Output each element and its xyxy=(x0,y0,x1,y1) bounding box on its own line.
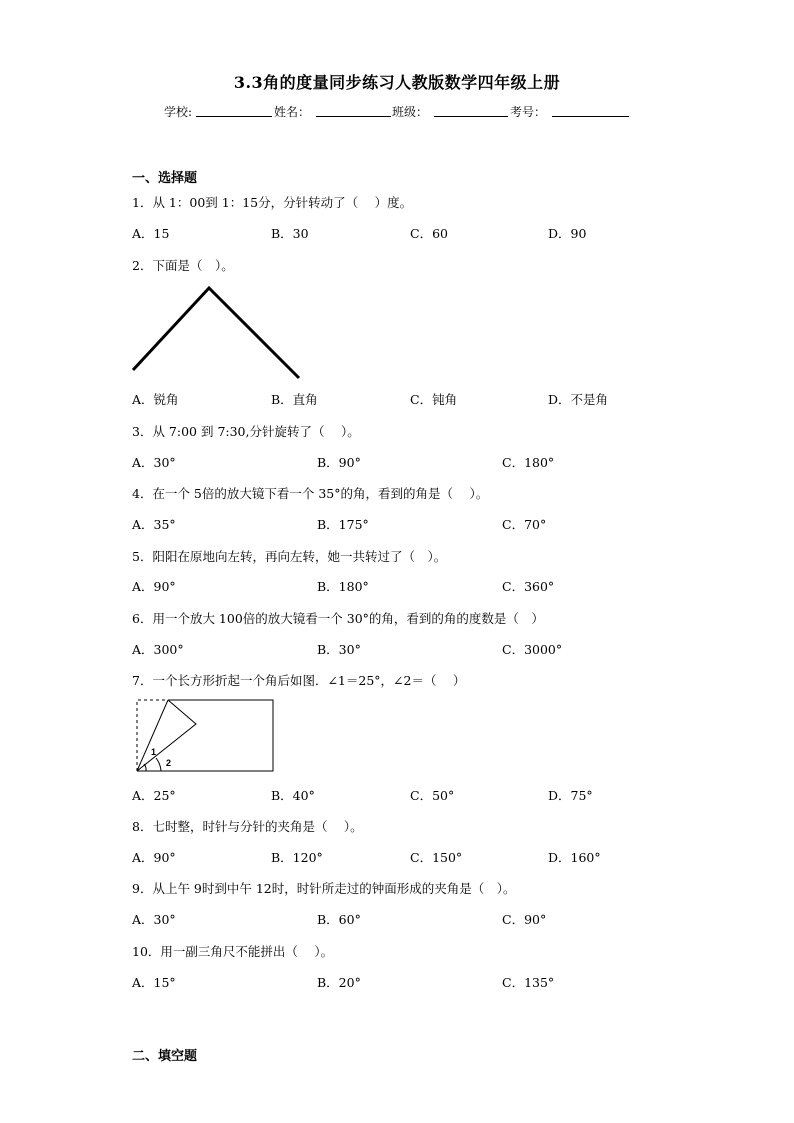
exam-no-label: 考号： xyxy=(510,105,547,119)
option-c[interactable]: C．3000° xyxy=(502,642,563,657)
option-c[interactable]: C．135° xyxy=(502,975,555,990)
option-d[interactable]: D．160° xyxy=(548,850,601,865)
section-heading-choice: 一、选择题 xyxy=(132,171,198,186)
angle-figure xyxy=(128,282,308,382)
question-stem: 6．用一个放大 100倍的放大镜看一个 30°的角，看到的角的度数是（ ） xyxy=(132,611,544,626)
class-label: 班级： xyxy=(392,105,429,119)
name-label: 姓名： xyxy=(274,105,311,119)
option-c[interactable]: C．150° xyxy=(410,850,463,865)
option-a[interactable]: A．90° xyxy=(132,579,176,594)
option-b[interactable]: B．20° xyxy=(317,975,361,990)
school-field[interactable] xyxy=(196,103,272,117)
option-c[interactable]: C．90° xyxy=(502,912,547,927)
option-c[interactable]: C．70° xyxy=(502,517,547,532)
option-a[interactable]: A．15 xyxy=(132,226,170,241)
option-b[interactable]: B．175° xyxy=(317,517,369,532)
option-a[interactable]: A．300° xyxy=(132,642,184,657)
question-stem: 10．用一副三角尺不能拼出（ ）。 xyxy=(132,944,334,959)
question-stem: 5．阳阳在原地向左转，再向左转，她一共转过了（ ）。 xyxy=(132,549,447,564)
section-heading-fill: 二、填空题 xyxy=(132,1049,198,1064)
option-d[interactable]: D．90 xyxy=(548,226,587,241)
question-stem: 8．七时整，时针与分针的夹角是（ ）。 xyxy=(132,819,363,834)
option-d[interactable]: D．不是角 xyxy=(548,392,609,407)
question-stem: 2．下面是（ ）。 xyxy=(132,258,234,273)
page-title: 3.3角的度量同步练习人教版数学四年级上册 xyxy=(233,73,561,92)
option-c[interactable]: C．180° xyxy=(502,455,555,470)
option-a[interactable]: A．30° xyxy=(132,912,176,927)
option-a[interactable]: A．35° xyxy=(132,517,176,532)
school-label: 学校: xyxy=(164,105,193,119)
angle-2-label: 2 xyxy=(166,758,172,768)
option-b[interactable]: B．30° xyxy=(317,642,361,657)
option-c[interactable]: C．50° xyxy=(410,788,455,803)
option-b[interactable]: B．直角 xyxy=(271,392,318,407)
option-a[interactable]: A．25° xyxy=(132,788,176,803)
class-field[interactable] xyxy=(434,103,508,117)
option-d[interactable]: D．75° xyxy=(548,788,593,803)
angle-1-label: 1 xyxy=(151,747,157,757)
option-b[interactable]: B．40° xyxy=(271,788,315,803)
option-b[interactable]: B．120° xyxy=(271,850,323,865)
option-a[interactable]: A．90° xyxy=(132,850,176,865)
option-a[interactable]: A．15° xyxy=(132,975,176,990)
exam-no-field[interactable] xyxy=(552,103,629,117)
question-stem: 9．从上午 9时到中午 12时，时针所走过的钟面形成的夹角是（ ）。 xyxy=(132,881,516,896)
option-b[interactable]: B．90° xyxy=(317,455,361,470)
question-stem: 7．一个长方形折起一个角后如图．∠1＝25°，∠2＝（ ） xyxy=(132,673,466,688)
name-field[interactable] xyxy=(316,103,391,117)
question-stem: 4．在一个 5倍的放大镜下看一个 35°的角，看到的角是（ ）。 xyxy=(132,486,489,501)
option-c[interactable]: C．钝角 xyxy=(410,392,458,407)
option-b[interactable]: B．60° xyxy=(317,912,361,927)
option-a[interactable]: A．锐角 xyxy=(132,392,179,407)
option-b[interactable]: B．30 xyxy=(271,226,309,241)
option-c[interactable]: C．60 xyxy=(410,226,448,241)
option-b[interactable]: B．180° xyxy=(317,579,369,594)
question-stem: 3．从 7:00 到 7:30,分针旋转了（ ）。 xyxy=(132,424,360,439)
option-c[interactable]: C．360° xyxy=(502,579,555,594)
folded-rectangle-figure xyxy=(134,698,276,776)
option-a[interactable]: A．30° xyxy=(132,455,176,470)
question-stem: 1．从 1：00到 1：15分，分针转动了（ ）度。 xyxy=(132,195,413,210)
